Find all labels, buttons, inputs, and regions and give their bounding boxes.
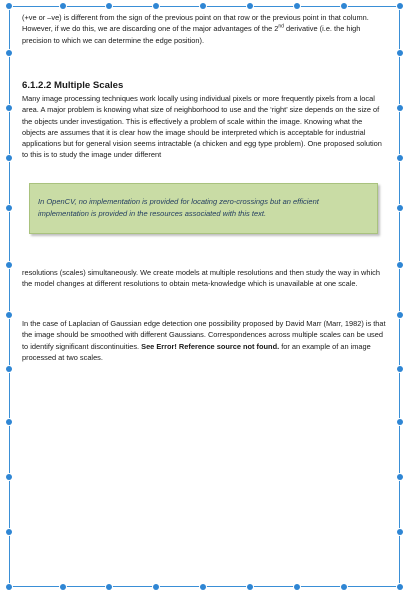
resize-handle[interactable] <box>6 474 12 480</box>
scales-paragraph-part2: resolutions (scales) simultaneously. We create models at multiple resolutions and then study the way in which the model changes at different resolutions to obtain meta-knowledge which is unavailable at one scale. <box>22 268 380 289</box>
resize-handle[interactable] <box>397 3 403 9</box>
resize-handle[interactable] <box>294 584 300 590</box>
resize-handle[interactable] <box>397 205 403 211</box>
resize-handle[interactable] <box>106 3 112 9</box>
resize-handle[interactable] <box>397 529 403 535</box>
resize-handle[interactable] <box>397 474 403 480</box>
resize-handle[interactable] <box>106 584 112 590</box>
resize-handle[interactable] <box>6 529 12 535</box>
resize-handle[interactable] <box>247 584 253 590</box>
resize-handle[interactable] <box>397 155 403 161</box>
resize-handle[interactable] <box>397 366 403 372</box>
resize-handle[interactable] <box>294 3 300 9</box>
resize-handle[interactable] <box>6 155 12 161</box>
resize-handle[interactable] <box>247 3 253 9</box>
resize-handle[interactable] <box>6 584 12 590</box>
resize-handle[interactable] <box>341 3 347 9</box>
resize-handle[interactable] <box>200 3 206 9</box>
resize-handle[interactable] <box>60 3 66 9</box>
intro-text-before: (+ve or –ve) is different from the sign of the previous point on that row or the previous point in that column. However, if we do this, we are discarding one of the major advantages of the 2 <box>22 13 369 34</box>
resize-handle[interactable] <box>6 262 12 268</box>
resize-handle[interactable] <box>397 584 403 590</box>
resize-handle[interactable] <box>397 312 403 318</box>
resize-handle[interactable] <box>6 312 12 318</box>
marr-paragraph <box>22 318 387 363</box>
callout-box <box>29 183 378 234</box>
resize-handle[interactable] <box>397 262 403 268</box>
resize-handle[interactable] <box>6 205 12 211</box>
resize-handle[interactable] <box>397 419 403 425</box>
resize-handle[interactable] <box>200 584 206 590</box>
resize-handle[interactable] <box>397 105 403 111</box>
resize-handle[interactable] <box>397 50 403 56</box>
resize-handle[interactable] <box>6 419 12 425</box>
resize-handle[interactable] <box>60 584 66 590</box>
marr-text: In the case of Laplacian of Gaussian edge detection one possibility proposed by David Marr (Marr, 1982) is that the image should be smoothed with different Gaussians. Correspondences across multiple scales can be used to identify significant discontinuities. <box>22 319 386 351</box>
scales-paragraph-part1: Many image processing techniques work locally using individual pixels or more frequently pixels from a local area. A major problem is knowing what size of neighborhood to use and the ‘right’ size depends on the size of the objects under investigation. This is effectively a problem of scale within the image. Knowing what the objects are assumes that it is clear how the image should be interpreted which is acceptable for industrial applications but for general vision seems intractable (a chicken and egg type problem). One proposed solution to this is to study the image under different <box>22 94 382 160</box>
resize-handle[interactable] <box>6 50 12 56</box>
intro-text-after: derivative (i.e. the high precision to which we can determine the edge position). <box>22 24 361 45</box>
resize-handle[interactable] <box>6 3 12 9</box>
resize-handle[interactable] <box>341 584 347 590</box>
intro-paragraph <box>22 12 387 46</box>
resize-handle[interactable] <box>6 105 12 111</box>
resize-handle[interactable] <box>153 3 159 9</box>
error-reference: See Error! Reference source not found. <box>141 341 280 351</box>
resize-handle[interactable] <box>6 366 12 372</box>
marr-text-tail: for an example of an image processed at two scales. <box>22 341 371 362</box>
ordinal-superscript: nd <box>278 23 284 30</box>
resize-handle[interactable] <box>153 584 159 590</box>
section-heading: 6.1.2.2 Multiple Scales <box>22 80 124 91</box>
callout-text: In OpenCV, no implementation is provided for locating zero-crossings but an efficient implementation is provided in the resources associated with this text. <box>38 197 319 218</box>
